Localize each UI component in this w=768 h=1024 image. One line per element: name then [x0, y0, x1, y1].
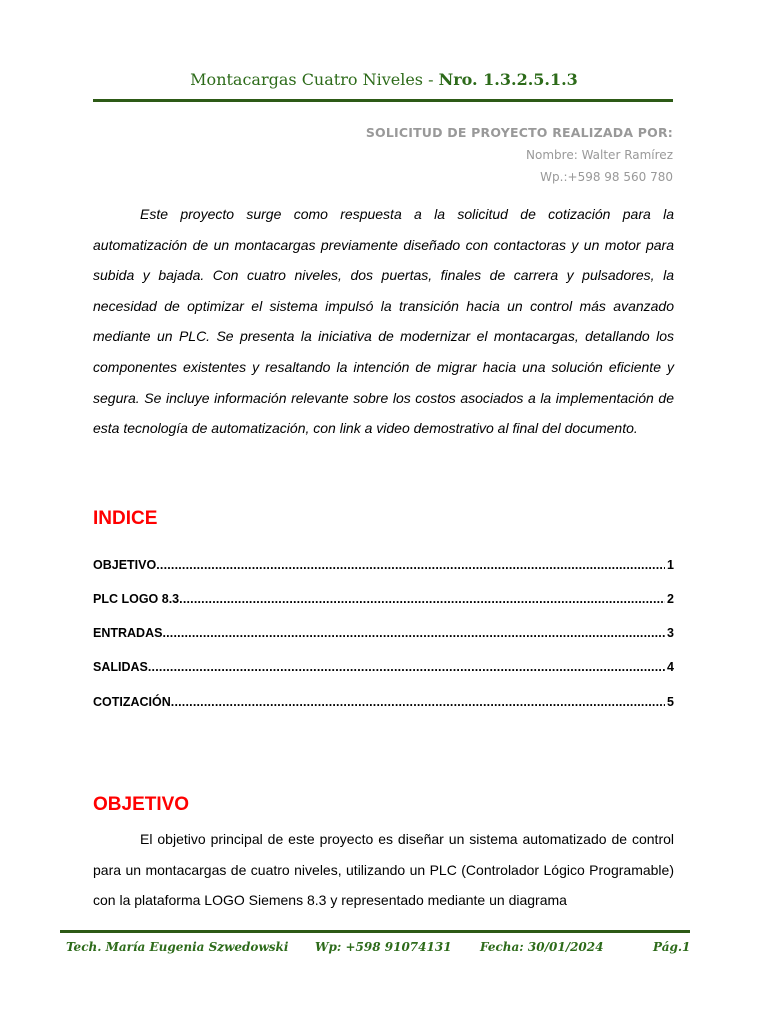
toc-item-label: OBJETIVO [93, 558, 157, 572]
footer-divider [60, 930, 690, 933]
objective-heading: OBJETIVO [93, 794, 190, 815]
toc-item-cotizacion[interactable] [93, 695, 674, 709]
toc-leader [171, 695, 665, 709]
toc-item-page: 4 [667, 660, 674, 674]
toc-item-label: ENTRADAS [93, 626, 163, 640]
footer-author: Tech. María Eugenia Szwedowski [66, 940, 289, 954]
toc-item-label: PLC LOGO 8.3 [93, 592, 180, 606]
request-phone: Wp.:+598 98 560 780 [540, 170, 673, 184]
toc-leader [179, 592, 665, 606]
toc-item-page: 2 [667, 592, 674, 606]
footer-date: Fecha: 30/01/2024 [480, 940, 604, 954]
toc-item-entradas[interactable] [93, 626, 674, 640]
document-number: Nro. 1.3.2.5.1.3 [438, 70, 578, 89]
document-title-text: Montacargas Cuatro Niveles - [190, 70, 439, 89]
toc-item-page: 1 [667, 558, 674, 572]
header-divider [93, 99, 673, 102]
toc-item-label: COTIZACIÓN [93, 695, 171, 709]
document-title [0, 70, 768, 89]
footer-page-number: Pág.1 [653, 940, 691, 954]
request-heading: SOLICITUD DE PROYECTO REALIZADA POR: [365, 125, 673, 140]
footer-phone: Wp: +598 91074131 [315, 940, 452, 954]
toc-item-salidas[interactable] [93, 660, 674, 674]
toc-item-page: 3 [667, 626, 674, 640]
objective-paragraph: El objetivo principal de este proyecto es diseñar un sistema automatizado de control para un montacargas de cuatro niveles, utilizando un PLC (Controlador Lógico Programable) con la plataforma LOGO Siemens 8.3 y representado mediante un diagrama [93, 831, 674, 908]
index-heading: INDICE [93, 508, 158, 529]
toc-item-label: SALIDAS [93, 660, 148, 674]
toc-item-plc-logo[interactable] [93, 592, 674, 606]
toc-leader [156, 558, 665, 572]
request-block [366, 122, 673, 188]
intro-paragraph: Este proyecto surge como respuesta a la solicitud de cotización para la automatización de un montacargas previamente diseñado con contactoras y un motor para subida y bajada. Con cuatro niveles, dos puertas, finales de carrera y pulsadores, la necesidad de optimizar el sistema impulsó la transición hacia un control más avanzado mediante un PLC. Se presenta la iniciativa de modernizar el montacargas, detallando los componentes existentes y resaltando la intención de migrar hacia una solución eficiente y segura. Se incluye información relevante sobre los costos asociados a la implementación de esta tecnología de automatización, con link a video demostrativo al final del documento. [93, 206, 674, 437]
request-name: Nombre: Walter Ramírez [526, 148, 673, 162]
toc-leader [148, 660, 665, 674]
toc-item-page: 5 [667, 695, 674, 709]
toc-item-objetivo[interactable] [93, 558, 674, 572]
toc-leader [162, 626, 665, 640]
